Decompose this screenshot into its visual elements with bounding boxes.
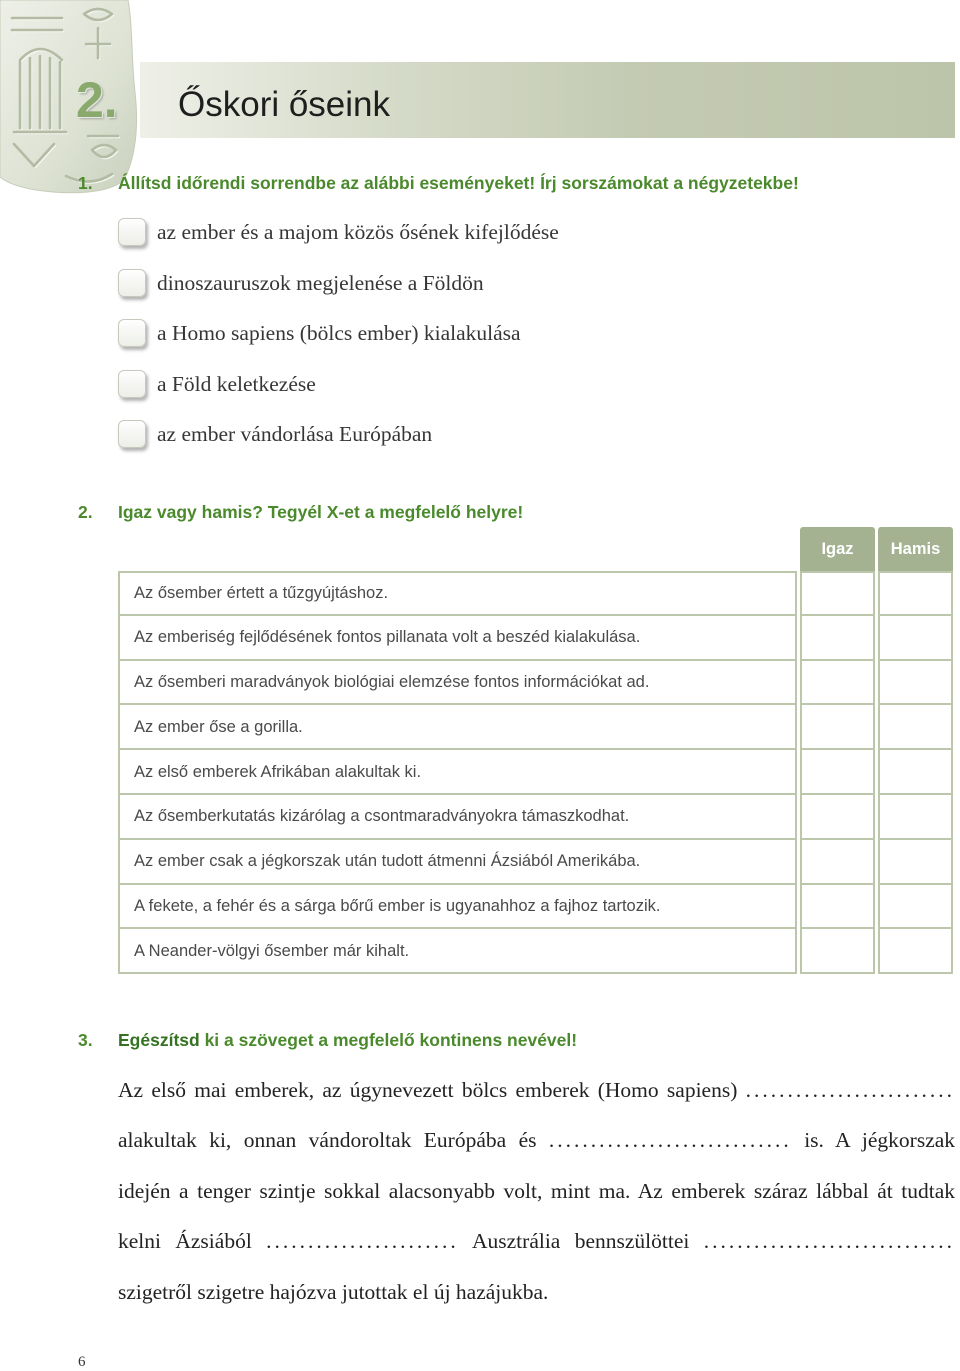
event-item xyxy=(118,218,818,269)
table-row xyxy=(118,705,953,750)
igaz-answer-cell[interactable] xyxy=(800,840,875,885)
table-row xyxy=(118,929,953,974)
event-text: az ember vándorlása Európában xyxy=(157,422,433,446)
igaz-column-header: Igaz xyxy=(800,527,875,571)
table-row xyxy=(118,750,953,795)
stone-tablet-illustration xyxy=(0,0,140,196)
event-text: az ember és a majom közös ősének kifejlődése xyxy=(157,220,559,244)
statement-text: Az ősemberkutatás kizárólag a csontmaradványokra támaszkodhat. xyxy=(118,795,797,840)
order-number-box[interactable] xyxy=(118,319,146,347)
statement-text: A fekete, a fehér és a sárga bőrű ember is ugyanahhoz a fajhoz tartozik. xyxy=(118,885,797,930)
hamis-answer-cell[interactable] xyxy=(878,840,953,885)
exercise-1-instruction: Állítsd időrendi sorrendbe az alábbi eseményeket! Írj sorszámokat a négyzetekbe! xyxy=(118,173,799,193)
statement-text: Az ősember értett a tűzgyújtáshoz. xyxy=(118,571,797,616)
exercise-1-number: 1. xyxy=(78,173,93,193)
exercise-3-instruction-emphasis: Egészítsd xyxy=(118,1030,200,1050)
paragraph-text: is. A jégkorszak xyxy=(804,1128,956,1153)
igaz-answer-cell[interactable] xyxy=(800,616,875,661)
answer-blank[interactable]: .............................. xyxy=(703,1229,955,1254)
hamis-answer-cell[interactable] xyxy=(878,571,953,616)
exercise-3-heading xyxy=(78,1029,577,1051)
table-header-row xyxy=(118,527,953,571)
exercise-1-heading xyxy=(78,172,799,194)
igaz-answer-cell[interactable] xyxy=(800,929,875,974)
table-row xyxy=(118,795,953,840)
paragraph-line xyxy=(118,1115,955,1165)
statement-text: A Neander-völgyi ősember már kihalt. xyxy=(118,929,797,974)
exercise-2-number: 2. xyxy=(78,502,93,522)
exercise-2-heading xyxy=(78,501,523,523)
table-row xyxy=(118,616,953,661)
true-false-table xyxy=(118,527,953,974)
event-text: a Homo sapiens (bölcs ember) kialakulása xyxy=(157,321,521,345)
order-number-box[interactable] xyxy=(118,370,146,398)
table-row xyxy=(118,661,953,706)
event-list xyxy=(118,218,818,471)
event-text: dinoszauruszok megjelenése a Földön xyxy=(157,270,484,295)
paragraph-line xyxy=(118,1065,955,1115)
table-row xyxy=(118,571,953,616)
exercise-2-instruction: Igaz vagy hamis? Tegyél X-et a megfelelő helyre! xyxy=(118,502,524,522)
order-number-box[interactable] xyxy=(118,218,146,246)
hamis-answer-cell[interactable] xyxy=(878,885,953,930)
hamis-answer-cell[interactable] xyxy=(878,661,953,706)
event-item xyxy=(118,370,818,421)
paragraph-text: szigetről szigetre hajózva jutottak el új hazájukba. xyxy=(118,1279,549,1304)
exercise-3-instruction xyxy=(118,1030,577,1050)
statement-text: Az ősemberi maradványok biológiai elemzése fontos információkat ad. xyxy=(118,661,797,706)
answer-blank[interactable]: ....................... xyxy=(266,1229,459,1254)
igaz-answer-cell[interactable] xyxy=(800,885,875,930)
chapter-number: 2. xyxy=(76,72,118,128)
event-item xyxy=(118,269,818,320)
igaz-answer-cell[interactable] xyxy=(800,795,875,840)
hamis-answer-cell[interactable] xyxy=(878,929,953,974)
event-text: a Föld keletkezése xyxy=(157,371,316,396)
order-number-box[interactable] xyxy=(118,269,146,297)
hamis-answer-cell[interactable] xyxy=(878,705,953,750)
igaz-answer-cell[interactable] xyxy=(800,661,875,706)
answer-blank[interactable]: ......................... xyxy=(745,1078,955,1102)
igaz-answer-cell[interactable] xyxy=(800,571,875,616)
paragraph-line xyxy=(118,1166,955,1216)
order-number-box[interactable] xyxy=(118,420,146,448)
statement-text: Az emberiség fejlődésének fontos pillanata volt a beszéd kialakulása. xyxy=(118,616,797,661)
fill-in-paragraph xyxy=(118,1065,955,1317)
table-row xyxy=(118,840,953,885)
exercise-3-number: 3. xyxy=(78,1030,93,1050)
paragraph-text: idején a tenger szintje sokkal alacsonyabb volt, mint ma. Az emberek száraz lábbal át tudtak xyxy=(118,1178,955,1203)
igaz-answer-cell[interactable] xyxy=(800,750,875,795)
chapter-title: Őskori őseink xyxy=(178,85,391,124)
exercise-3-instruction-rest: ki a szöveget a megfelelő kontinens nevével! xyxy=(204,1030,578,1050)
paragraph-line xyxy=(118,1267,955,1317)
paragraph-text: Ausztrália bennszülöttei xyxy=(472,1229,690,1254)
paragraph-text: Az első mai emberek, az úgynevezett bölcs emberek (Homo sapiens) xyxy=(118,1078,738,1102)
event-item xyxy=(118,420,818,471)
hamis-answer-cell[interactable] xyxy=(878,795,953,840)
event-item xyxy=(118,319,818,370)
hamis-column-header: Hamis xyxy=(878,527,953,571)
paragraph-text: kelni Ázsiából xyxy=(118,1229,252,1254)
paragraph-text: alakultak ki, onnan vándoroltak Európába és xyxy=(118,1128,537,1153)
igaz-answer-cell[interactable] xyxy=(800,705,875,750)
statement-text: Az ember őse a gorilla. xyxy=(118,705,797,750)
statement-text: Az első emberek Afrikában alakultak ki. xyxy=(118,750,797,795)
hamis-answer-cell[interactable] xyxy=(878,616,953,661)
answer-blank[interactable]: ............................. xyxy=(548,1128,792,1153)
statement-text: Az ember csak a jégkorszak után tudott átmenni Ázsiából Amerikába. xyxy=(118,840,797,885)
paragraph-line xyxy=(118,1216,955,1266)
page-number: 6 xyxy=(78,1354,86,1370)
hamis-answer-cell[interactable] xyxy=(878,750,953,795)
table-row xyxy=(118,885,953,930)
table-header-spacer xyxy=(118,527,797,571)
